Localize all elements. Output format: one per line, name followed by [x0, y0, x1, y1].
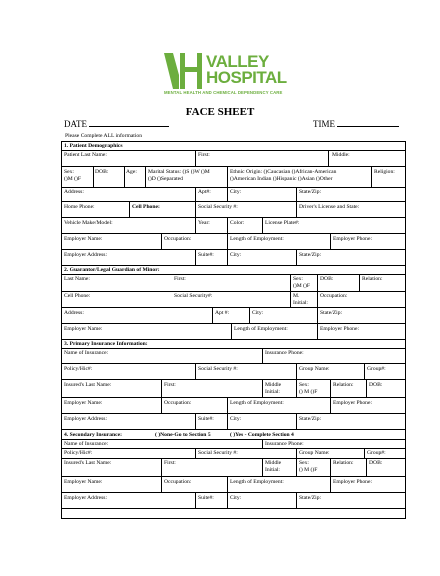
divider — [62, 187, 405, 188]
secondary-insured-middle-label: Middle — [265, 460, 282, 466]
divider — [317, 274, 318, 291]
secondary-employer-state-zip-field[interactable]: State/Zip: — [299, 495, 322, 501]
divider — [195, 217, 196, 233]
face-sheet-form — [61, 141, 406, 519]
guarantor-employer-name-field[interactable]: Employer Name: — [64, 326, 103, 332]
divider — [62, 348, 405, 349]
secondary-insured-first-name-field[interactable]: First: — [164, 460, 176, 466]
primary-employer-state-zip-field[interactable]: State/Zip: — [299, 416, 322, 422]
time-field[interactable] — [313, 117, 399, 129]
primary-employer-city-field[interactable]: City: — [230, 416, 242, 422]
divider — [62, 439, 405, 440]
secondary-insured-dob-field[interactable]: DOB: — [369, 460, 383, 466]
divider — [145, 166, 146, 187]
divider — [330, 458, 331, 476]
page-title: FACE SHEET — [185, 106, 255, 118]
divider — [290, 274, 291, 291]
divider — [195, 363, 196, 379]
divider — [296, 379, 297, 397]
patient-home-phone-field[interactable]: Home Phone: — [64, 204, 95, 210]
divider — [227, 233, 228, 249]
divider — [231, 323, 232, 339]
time-blank[interactable] — [337, 117, 399, 127]
patient-employer-city-field[interactable]: City: — [230, 252, 242, 258]
divider — [62, 201, 405, 202]
divider — [62, 413, 405, 414]
primary-ssn-field[interactable]: Social Security #: — [198, 366, 238, 372]
divider — [93, 166, 94, 187]
patient-age-field[interactable]: Age: — [126, 169, 137, 175]
guarantor-m-initial-label: M. — [293, 293, 300, 299]
guarantor-last-name-field[interactable]: Last Name: — [64, 276, 90, 282]
secondary-employer-city-field[interactable]: City: — [230, 495, 242, 501]
divider — [62, 476, 405, 477]
primary-insured-sex-label: Sex: — [299, 382, 309, 388]
divider — [62, 429, 405, 430]
divider — [317, 307, 318, 323]
patient-length-employment-field[interactable]: Length of Employment: — [230, 236, 284, 242]
secondary-insured-middle-initial-field[interactable]: Initial: — [265, 467, 280, 473]
guarantor-occupation-field[interactable]: Occupation: — [320, 293, 348, 299]
patient-apt-field[interactable]: Apt#: — [198, 189, 211, 195]
divider — [124, 166, 125, 187]
secondary-employer-name-field[interactable]: Employer Name: — [64, 479, 103, 485]
guarantor-employer-phone-field[interactable]: Employer Phone: — [320, 326, 359, 332]
time-label: TIME — [313, 119, 335, 129]
patient-employer-suite-field[interactable]: Suite#: — [198, 252, 214, 258]
instructions-text: Please Complete ALL information — [65, 133, 143, 139]
secondary-insured-sex-options[interactable]: () M ()F — [299, 467, 318, 473]
date-blank[interactable] — [89, 117, 169, 127]
primary-employer-name-field[interactable]: Employer Name: — [64, 400, 103, 406]
divider — [296, 249, 297, 265]
secondary-insurance-phone-field[interactable]: Insurance Phone: — [265, 441, 304, 447]
vehicle-color-field[interactable]: Color: — [230, 220, 245, 226]
divider — [62, 363, 405, 364]
divider — [195, 448, 196, 458]
marital-status-options[interactable]: Marital Status: ()S ()W ()M — [148, 169, 210, 175]
divider — [364, 448, 365, 458]
divider — [227, 166, 228, 187]
divider — [366, 458, 367, 476]
license-plate-field[interactable]: License Plate#: — [265, 220, 300, 226]
divider — [330, 233, 331, 249]
guarantor-apt-field[interactable]: Apt #: — [215, 310, 230, 316]
primary-group-name-field[interactable]: Group Name: — [299, 366, 330, 372]
divider — [62, 323, 405, 324]
divider — [62, 307, 405, 308]
divider — [296, 363, 297, 379]
divider — [161, 397, 162, 413]
primary-insured-last-name-field[interactable]: Insured's Last Name: — [64, 382, 112, 388]
secondary-insurance-name-field[interactable]: Name of Insurance: — [64, 441, 109, 447]
guarantor-state-zip-field[interactable]: State/Zip: — [320, 310, 343, 316]
secondary-insured-sex-label: Sex: — [299, 460, 309, 466]
primary-insured-dob-field[interactable]: DOB: — [369, 382, 383, 388]
patient-address-field[interactable]: Address: — [64, 189, 84, 195]
primary-insurance-phone-field[interactable]: Insurance Phone: — [265, 350, 304, 356]
guarantor-sex-label: Sex: — [293, 276, 303, 282]
divider — [317, 323, 318, 339]
divider — [249, 307, 250, 323]
patient-first-name-field[interactable]: First: — [198, 152, 210, 158]
logo-name-line2: HOSPITAL — [206, 68, 287, 87]
divider — [129, 201, 130, 217]
divider — [62, 339, 405, 340]
divider — [161, 458, 162, 476]
divider — [227, 187, 228, 201]
divider — [62, 448, 405, 449]
section-1-header: 1. Patient Demographics — [64, 143, 123, 149]
patient-sex-label: Sex: — [64, 169, 74, 175]
divider — [359, 274, 360, 291]
guarantor-relation-field[interactable]: Relation: — [362, 276, 383, 282]
guarantor-first-name-field[interactable]: First: — [174, 276, 186, 282]
patient-ssn-field[interactable]: Social Security #: — [198, 204, 238, 210]
patient-cell-phone-field[interactable]: Cell Phone: — [132, 204, 160, 210]
divider — [330, 397, 331, 413]
divider — [330, 476, 331, 492]
primary-insured-middle-initial-field[interactable]: Initial: — [265, 389, 280, 395]
divider — [195, 492, 196, 508]
patient-sex-options[interactable]: ()M ()F — [64, 176, 81, 182]
logo-name-line1: VALLEY — [206, 52, 269, 71]
secondary-occupation-field[interactable]: Occupation: — [164, 479, 192, 485]
guarantor-sex-options[interactable]: ()M ()F — [293, 283, 310, 289]
ethnic-origin-options[interactable]: Ethnic Origin: ()Caucasian ()African-American — [230, 169, 337, 175]
guarantor-ssn-field[interactable]: Social Security#: — [174, 293, 213, 299]
divider — [161, 379, 162, 397]
divider — [296, 201, 297, 217]
divider — [195, 413, 196, 429]
primary-employer-address-field[interactable]: Employer Address: — [64, 416, 108, 422]
secondary-employer-address-field[interactable]: Employer Address: — [64, 495, 108, 501]
divider — [195, 150, 196, 166]
secondary-yes-option[interactable]: ( )Yes - Complete Section 4 — [230, 432, 294, 438]
divider — [366, 379, 367, 397]
divider — [212, 307, 213, 323]
secondary-group-number-field[interactable]: Group#: — [367, 450, 386, 456]
secondary-none-option[interactable]: ( )None-Go to Section 5 — [155, 432, 211, 438]
divider — [262, 458, 263, 476]
divider — [262, 217, 263, 233]
primary-employer-phone-field[interactable]: Employer Phone: — [333, 400, 372, 406]
divider — [296, 492, 297, 508]
secondary-employer-suite-field[interactable]: Suite#: — [198, 495, 214, 501]
date-field[interactable] — [64, 117, 169, 129]
secondary-policy-field[interactable]: Policy/Hic#: — [64, 450, 93, 456]
divider — [364, 363, 365, 379]
patient-occupation-field[interactable]: Occupation: — [164, 236, 192, 242]
primary-insured-middle-label: Middle — [265, 382, 282, 388]
divider — [328, 150, 329, 166]
divider — [62, 274, 405, 275]
divider — [317, 291, 318, 307]
divider — [62, 166, 405, 167]
ethnic-origin-options-2[interactable]: ()American Indian ()Hispanic ()Asian ()Other — [230, 176, 333, 182]
section-3-header: 3. Primary Insurance Information: — [64, 341, 148, 347]
divider — [62, 458, 405, 459]
patient-dob-field[interactable]: DOB: — [95, 169, 109, 175]
marital-status-options-2[interactable]: ()D ()Separated — [148, 176, 183, 182]
patient-city-field[interactable]: City: — [230, 189, 242, 195]
divider — [227, 249, 228, 265]
primary-group-number-field[interactable]: Group#: — [367, 366, 386, 372]
primary-policy-field[interactable]: Policy/Hic#: — [64, 366, 93, 372]
primary-insured-first-name-field[interactable]: First: — [164, 382, 176, 388]
secondary-insured-relation-field[interactable]: Relation: — [333, 460, 354, 466]
hospital-logo-icon — [164, 53, 204, 89]
patient-last-name-field[interactable]: Patient Last Name: — [64, 152, 107, 158]
divider — [62, 249, 405, 250]
divider — [227, 476, 228, 492]
divider — [262, 348, 263, 363]
patient-employer-state-zip-field[interactable]: State/Zip: — [299, 252, 322, 258]
divider — [290, 291, 291, 307]
divider — [227, 492, 228, 508]
section-2-header: 2. Guarantor/Legal Guardian of Minor: — [64, 267, 160, 273]
divider — [62, 379, 405, 380]
patient-middle-name-field[interactable]: Middle: — [332, 152, 350, 158]
divider — [262, 379, 263, 397]
divider — [62, 291, 405, 292]
primary-length-employment-field[interactable]: Length of Employment: — [230, 400, 284, 406]
patient-employer-address-field[interactable]: Employer Address: — [64, 252, 108, 258]
guarantor-m-initial-field[interactable]: Initial: — [293, 300, 308, 306]
guarantor-length-employment-field[interactable]: Length of Employment: — [234, 326, 288, 332]
drivers-license-field[interactable]: Driver's License and State: — [299, 204, 360, 210]
divider — [195, 249, 196, 265]
primary-insured-relation-field[interactable]: Relation: — [333, 382, 354, 388]
divider — [62, 397, 405, 398]
divider — [371, 166, 372, 187]
divider — [296, 413, 297, 429]
guarantor-address-field[interactable]: Address: — [64, 310, 84, 316]
divider — [62, 150, 405, 151]
divider — [262, 439, 263, 448]
divider — [227, 413, 228, 429]
divider — [195, 187, 196, 201]
logo-tagline: MENTAL HEALTH AND CHEMICAL DEPENDENCY CARE — [164, 90, 283, 95]
divider — [62, 508, 405, 509]
divider — [296, 458, 297, 476]
patient-employer-phone-field[interactable]: Employer Phone: — [333, 236, 372, 242]
secondary-insured-last-name-field[interactable]: Insured's Last Name: — [64, 460, 112, 466]
divider — [161, 476, 162, 492]
divider — [227, 397, 228, 413]
vehicle-year-field[interactable]: Year: — [198, 220, 210, 226]
primary-occupation-field[interactable]: Occupation: — [164, 400, 192, 406]
divider — [62, 217, 405, 218]
primary-insurance-name-field[interactable]: Name of Insurance: — [64, 350, 109, 356]
guarantor-cell-phone-field[interactable]: Cell Phone: — [64, 293, 91, 299]
divider — [296, 448, 297, 458]
secondary-group-name-field[interactable]: Group Name: — [299, 450, 330, 456]
divider — [330, 379, 331, 397]
divider — [62, 265, 405, 266]
vehicle-make-model-field[interactable]: Vehicle Make/Model: — [64, 220, 113, 226]
secondary-length-employment-field[interactable]: Length of Employment: — [230, 479, 284, 485]
secondary-employer-phone-field[interactable]: Employer Phone: — [333, 479, 372, 485]
religion-field[interactable]: Religion: — [374, 169, 395, 175]
section-4-header: 4. Secondary Insurance: — [64, 432, 122, 438]
divider — [195, 201, 196, 217]
divider — [62, 233, 405, 234]
divider — [296, 187, 297, 201]
guarantor-city-field[interactable]: City: — [252, 310, 264, 316]
primary-insured-sex-options[interactable]: () M ()F — [299, 389, 318, 395]
divider — [161, 233, 162, 249]
guarantor-dob-field[interactable]: DOB: — [320, 276, 334, 282]
divider — [227, 217, 228, 233]
valley-hospital-logo — [164, 53, 314, 99]
primary-employer-suite-field[interactable]: Suite#: — [198, 416, 214, 422]
divider — [62, 492, 405, 493]
date-label: DATE — [64, 119, 87, 129]
patient-employer-name-field[interactable]: Employer Name: — [64, 236, 103, 242]
secondary-ssn-field[interactable]: Social Security #: — [198, 450, 238, 456]
patient-state-zip-field[interactable]: State/Zip: — [299, 189, 322, 195]
